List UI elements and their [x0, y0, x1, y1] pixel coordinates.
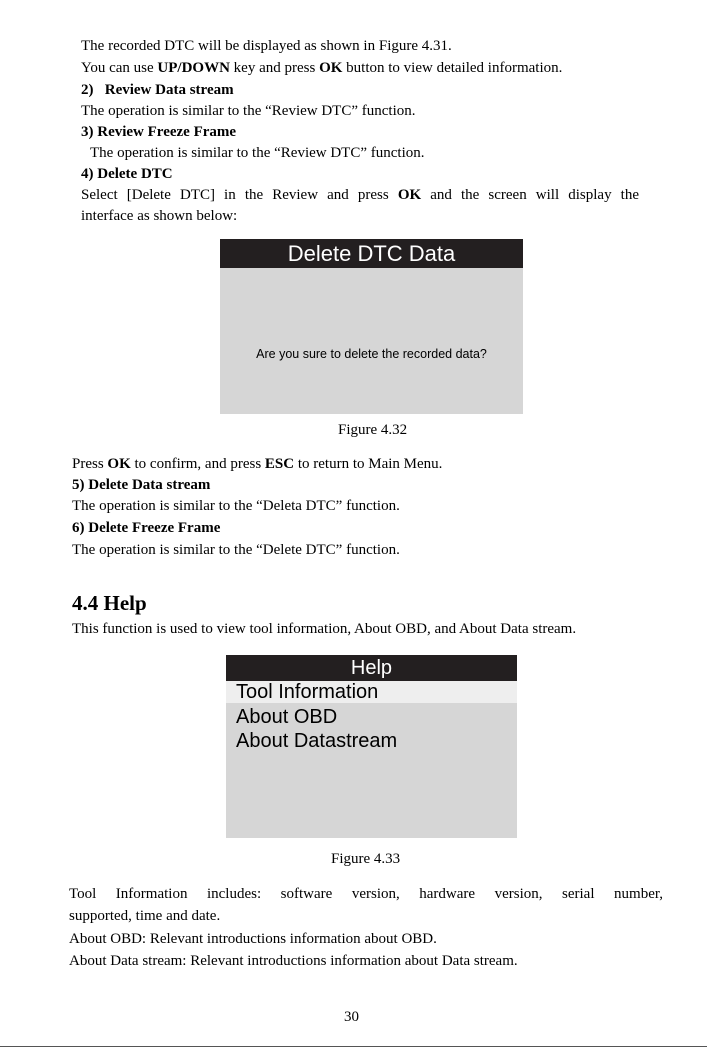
about-obd-line: About OBD: Relevant introductions information about OBD. [69, 931, 437, 947]
delete-data-stream-text: The operation is similar to the “Deleta DTC” function. [72, 498, 400, 514]
menu-item-about-datastream[interactable]: About Datastream [236, 730, 398, 752]
delete-freeze-frame-heading [72, 518, 220, 538]
heading-text: 2) Review Data stream [81, 82, 234, 98]
bottom-rule [0, 1046, 707, 1047]
delete-dtc-line-2: interface as shown below: [81, 208, 238, 224]
intro-line-2 [81, 58, 562, 78]
help-menu-screen [226, 655, 517, 838]
menu-item-about-obd[interactable]: About OBD [236, 706, 338, 728]
screen-title: Help [226, 655, 517, 681]
review-freeze-frame-heading [81, 122, 236, 142]
updown-key-label: UP/DOWN [157, 60, 230, 76]
intro-text: key and press [229, 60, 320, 76]
delete-dtc-heading [81, 164, 173, 184]
heading-text: 6) Delete Freeze Frame [72, 520, 221, 536]
heading-text: 5) Delete Data stream [72, 477, 211, 493]
body-text: and the screen will display the [421, 187, 639, 203]
body-text: to confirm, and press [130, 456, 265, 472]
heading-text: 4) Delete DTC [81, 166, 173, 182]
review-freeze-frame-text: The operation is similar to the “Review DTC” function. [90, 145, 425, 161]
help-section-heading: 4.4 Help [72, 591, 147, 615]
ok-key-label: OK [397, 187, 422, 203]
review-data-stream-text: The operation is similar to the “Review DTC” function. [81, 103, 416, 119]
intro-line-1: The recorded DTC will be displayed as shown in Figure 4.31. [81, 38, 452, 54]
delete-data-stream-heading [72, 475, 210, 495]
tool-info-line-1: Tool Information includes: software version, hardware version, serial number, [69, 886, 663, 902]
screen-title: Delete DTC Data [220, 239, 523, 268]
help-menu-list [226, 681, 517, 838]
help-section-text: This function is used to view tool information, About OBD, and About Data stream. [72, 621, 577, 637]
delete-dtc-line-1 [81, 185, 639, 205]
page-number: 30 [344, 1009, 359, 1025]
menu-item-tool-information[interactable]: Tool Information [226, 681, 517, 703]
intro-text: button to view detailed information. [342, 60, 563, 76]
figure-caption-4-32: Figure 4.32 [338, 422, 408, 438]
intro-text: You can use [81, 60, 158, 76]
delete-freeze-frame-text: The operation is similar to the “Delete DTC” function. [72, 542, 400, 558]
esc-key-label: ESC [264, 456, 295, 472]
screen-body [220, 268, 523, 414]
review-data-stream-heading [81, 80, 234, 100]
confirm-message: Are you sure to delete the recorded data? [256, 347, 487, 361]
body-text: Select [Delete DTC] in the Review and press [81, 187, 398, 203]
tool-info-line-2: supported, time and date. [69, 908, 221, 924]
body-text: Press [72, 456, 108, 472]
heading-text: 3) Review Freeze Frame [81, 124, 237, 140]
about-data-stream-line: About Data stream: Relevant introductions information about Data stream. [69, 953, 518, 969]
ok-key-label: OK [107, 456, 131, 472]
ok-key-label: OK [319, 60, 343, 76]
confirm-line [72, 454, 442, 474]
body-text: to return to Main Menu. [294, 456, 443, 472]
figure-caption-4-33: Figure 4.33 [331, 851, 401, 867]
delete-dtc-screen [220, 239, 523, 414]
